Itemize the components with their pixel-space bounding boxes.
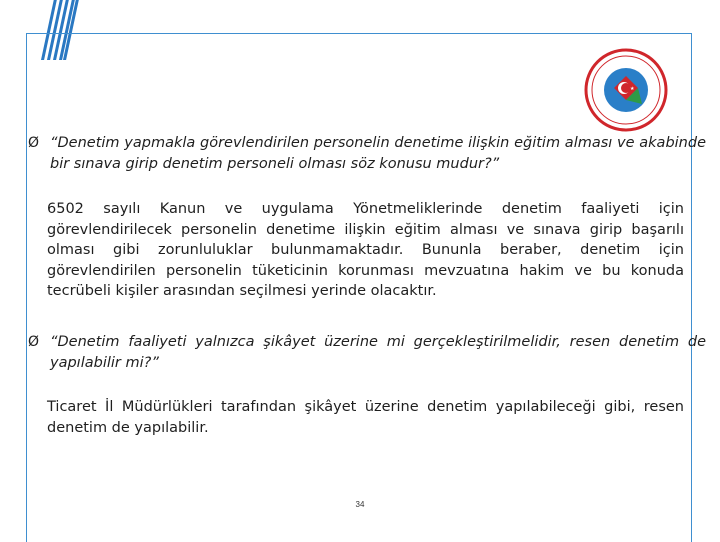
- svg-text:★: ★: [630, 86, 635, 92]
- answer-1: 6502 sayılı Kanun ve uygulama Yönetmeliklerinde denetim faaliyeti için görevlendirilecek personelin denetime ilişkin eğitim alması ve sınava girip başarılı olması gibi zorunluluklar bulunmamaktadır. Bununla beraber, denetim için görevlendirilen personelin tüketicinin korunması mevzuatına hakim ve bu konuda tecrübeli kişiler arasından seçilmesi yerinde olacaktır.: [47, 201, 684, 299]
- ministry-logo: [584, 48, 668, 132]
- question-2-text: “Denetim faaliyeti yalnızca şikâyet üzerine mi gerçekleştirilmelidir, resen denetim de yapılabilir mi?”: [50, 334, 706, 371]
- question-2: [28, 332, 706, 373]
- question-1-text: “Denetim yapmakla görevlendirilen personelin denetime ilişkin eğitim alması ve akabinde bir sınava girip denetim personeli olması söz konusu mudur?”: [50, 135, 706, 172]
- arrow-bullet-icon: Ø: [28, 135, 40, 151]
- question-1: [28, 133, 706, 174]
- page-number: 34: [355, 500, 365, 509]
- arrow-bullet-icon: Ø: [28, 334, 40, 350]
- answer-2: Ticaret İl Müdürlükleri tarafından şikâyet üzerine denetim yapılabileceği gibi, resen denetim de yapılabilir.: [47, 399, 684, 436]
